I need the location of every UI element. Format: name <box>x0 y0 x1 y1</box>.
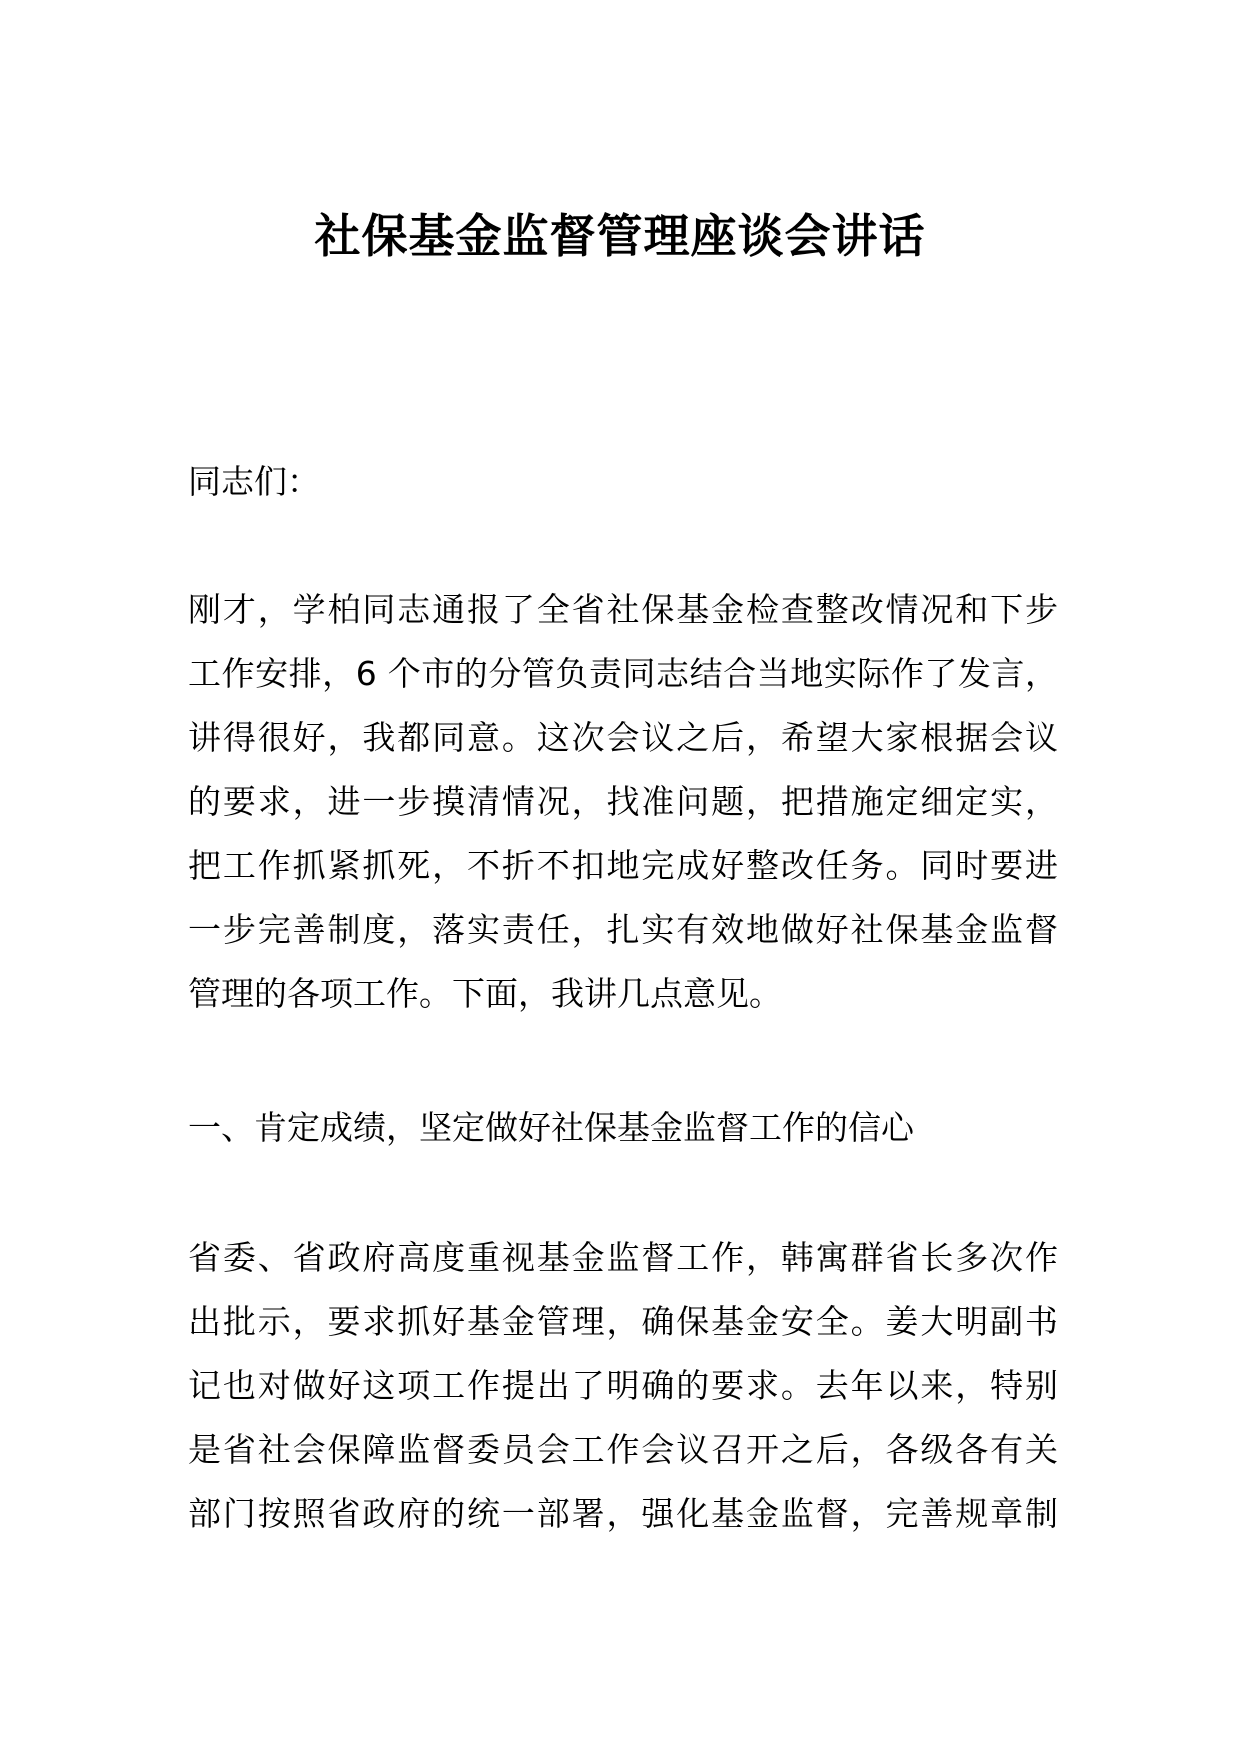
paragraph-opening <box>188 578 1058 1026</box>
section-heading <box>188 1096 1058 1160</box>
paragraph-line: 管理的各项工作。下面，我讲几点意见。 <box>188 974 782 1013</box>
document-title: 社保基金监督管理座谈会讲话 <box>314 209 926 263</box>
paragraph-achievements <box>188 1226 1058 1546</box>
greeting-line: 同志们： <box>188 462 320 501</box>
paragraph-line: 出批示，要求抓好基金管理，确保基金安全。姜大明副书 <box>188 1302 1058 1341</box>
paragraph-line: 省委、省政府高度重视基金监督工作，韩寓群省长多次作 <box>188 1238 1058 1277</box>
paragraph-line: 部门按照省政府的统一部署，强化基金监督，完善规章制 <box>188 1494 1058 1533</box>
paragraph-line: 的要求，进一步摸清情况，找准问题，把措施定细定实， <box>188 782 1058 821</box>
paragraph-line: 一步完善制度，落实责任，扎实有效地做好社保基金监督 <box>188 910 1058 949</box>
section-heading-text: 一、肯定成绩，坚定做好社保基金监督工作的信心 <box>188 1108 914 1147</box>
paragraph-line: 工作安排，6 个市的分管负责同志结合当地实际作了发言， <box>188 654 1058 693</box>
paragraph-line: 讲得很好，我都同意。这次会议之后，希望大家根据会议 <box>188 718 1058 757</box>
paragraph-line: 是省社会保障监督委员会工作会议召开之后，各级各有关 <box>188 1430 1058 1469</box>
paragraph-line: 把工作抓紧抓死，不折不扣地完成好整改任务。同时要进 <box>188 846 1058 885</box>
greeting <box>188 450 1058 514</box>
paragraph-line: 刚才，学柏同志通报了全省社保基金检查整改情况和下步 <box>188 590 1058 629</box>
paragraph-line: 记也对做好这项工作提出了明确的要求。去年以来，特别 <box>188 1366 1058 1405</box>
